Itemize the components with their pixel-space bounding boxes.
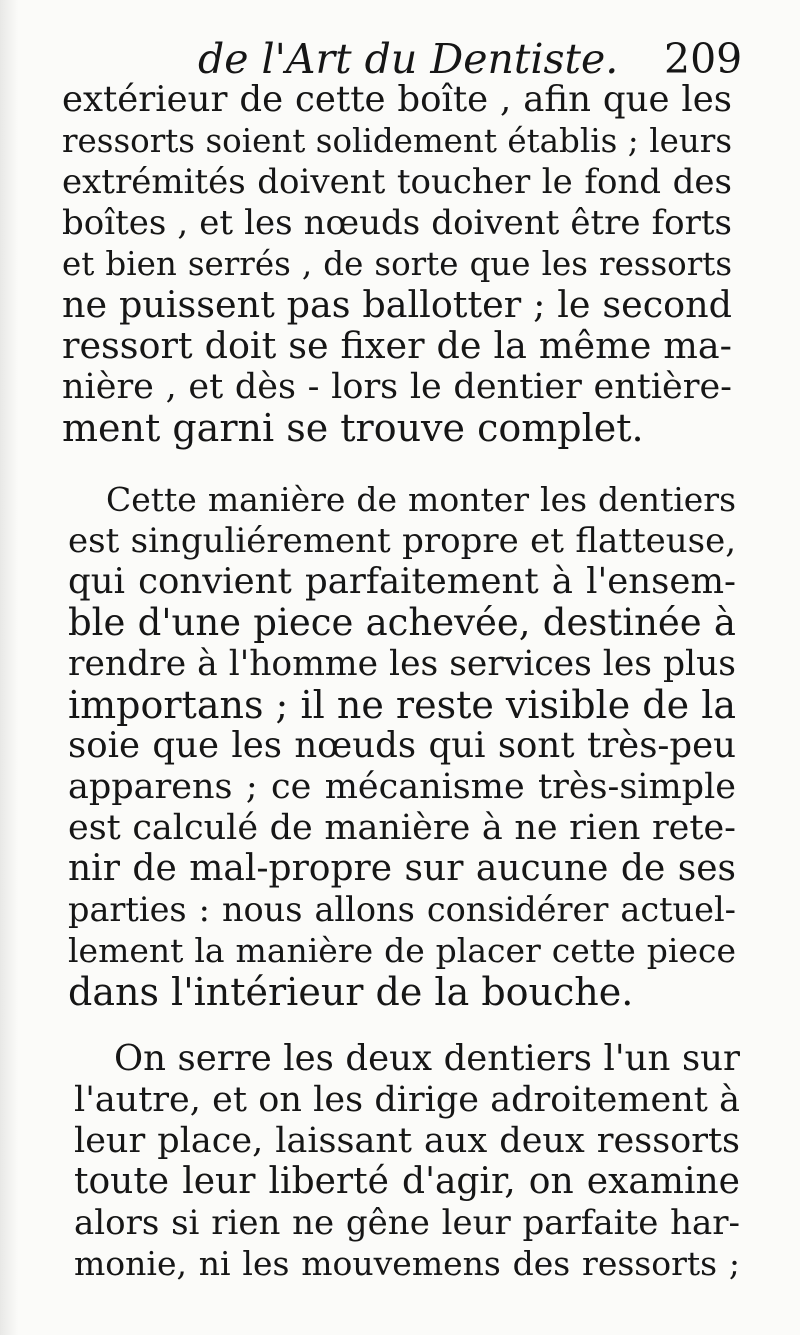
text-line: parties : nous allons considérer actuel- [68,890,736,929]
text-line: apparens ; ce mécanisme très-simple [68,767,736,807]
text-line: ressorts soient solidement établis ; leurs [62,122,732,160]
page-number: 209 [664,35,743,83]
text-line: extérieur de cette boîte , afin que les [62,79,732,120]
text-line: boîtes , et les nœuds doivent être forts [62,203,732,243]
text-line: ble d'une piece achevée, destinée à [68,601,736,644]
text-line: soie que les nœuds qui sont très-peu [68,725,736,766]
text-line: est calculé de manière à ne rien rete- [68,808,736,848]
text-line: rendre à l'homme les services les plus [68,644,736,684]
text-line: ment garni se trouve complet. [62,406,644,450]
text-line: leur place, laissant aux deux ressorts [74,1121,740,1161]
text-line: et bien serrés , de sorte que les ressorts [62,245,732,283]
page-header [0,34,800,84]
text-line: toute leur liberté d'agir, on examine [74,1161,740,1202]
text-line: nière , et dès - lors le dentier entière- [62,367,732,407]
page-edge-shadow [0,0,18,1335]
text-line: alors si rien ne gêne leur parfaite har- [74,1203,740,1243]
text-line: dans l'intérieur de la bouche. [68,970,634,1014]
text-line: l'autre, et on les dirige adroitement à [74,1080,740,1120]
text-line: est singuliérement propre et flatteuse, [68,521,736,561]
text-line: On serre les deux dentiers l'un sur [114,1038,740,1079]
text-line: nir de mal-propre sur aucune de ses [68,848,736,889]
text-line: importans ; il ne reste visible de la [68,683,736,727]
text-line: extrémités doivent toucher le fond des [62,162,732,202]
text-line: lement la manière de placer cette piece [68,931,736,970]
text-line: qui convient parfaitement à l'ensem- [68,561,736,602]
text-line: Cette manière de monter les dentiers [106,480,736,519]
text-line: ressort doit se fixer de la même ma- [62,324,732,367]
text-line: monie, ni les mouvemens des ressorts ; [74,1244,740,1283]
text-line: ne puissent pas ballotter ; le second [62,283,732,326]
running-title: de l'Art du Dentiste. [198,35,619,83]
